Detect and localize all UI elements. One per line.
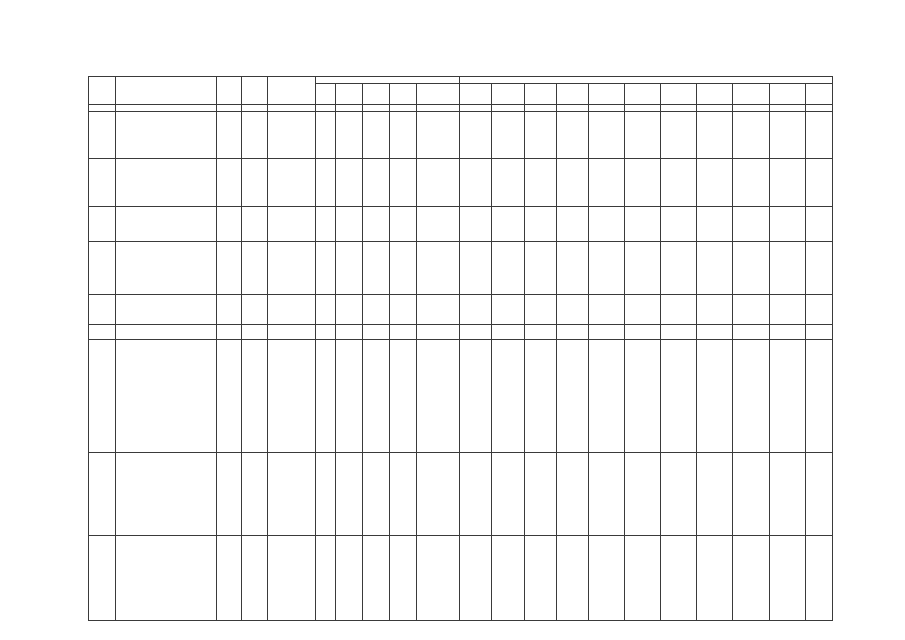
unit-cell [217,295,242,325]
value-cell [733,242,769,295]
coefficient-cell [242,112,268,159]
header-year-1 [460,84,492,105]
header-values-group [460,77,833,84]
value-cell [624,112,660,159]
header-year-8 [697,84,733,105]
code-cell [416,325,459,340]
indicator-name-cell [115,159,216,207]
value-cell [661,242,697,295]
code-cell [315,536,336,621]
indicator-name-cell [115,536,216,621]
value-cell [524,159,556,207]
value-cell [661,340,697,453]
code-cell [390,159,417,207]
value-cell [524,340,556,453]
value-cell [769,453,805,536]
indicator-name-cell [115,453,216,536]
value-cell [697,453,733,536]
header-goal-col-2 [336,84,363,105]
column-number [390,105,417,112]
value-cell [524,325,556,340]
column-number [556,105,588,112]
value-cell [624,242,660,295]
coefficient-cell [242,325,268,340]
value-cell [556,340,588,453]
header-year-2 [492,84,524,105]
unit-cell [217,340,242,453]
value-cell [556,295,588,325]
column-number [115,105,216,112]
coefficient-cell [242,295,268,325]
value-cell [524,112,556,159]
code-cell [390,207,417,242]
method-cell [267,536,315,621]
value-cell [460,325,492,340]
value-cell [460,112,492,159]
table-row [89,207,833,242]
header-goal-col-4 [390,84,417,105]
value-cell [492,112,524,159]
row-number-cell [89,536,116,621]
code-cell [336,453,363,536]
indicator-name-cell [115,325,216,340]
indicator-name-cell [115,207,216,242]
value-cell [769,159,805,207]
value-cell [661,159,697,207]
row-number-cell [89,112,116,159]
row-number-cell [89,325,116,340]
column-number [267,105,315,112]
value-cell [697,207,733,242]
column-number [697,105,733,112]
value-cell [661,112,697,159]
method-cell [267,295,315,325]
page-number [478,22,498,32]
code-cell [363,207,390,242]
value-cell [492,207,524,242]
row-number-cell [89,159,116,207]
method-cell [267,340,315,453]
value-cell [492,242,524,295]
header-goal-col-1 [315,84,336,105]
header-coefficient [242,77,268,105]
header-no [89,77,116,105]
code-cell [416,340,459,453]
code-cell [336,159,363,207]
code-cell [336,242,363,295]
value-cell [769,112,805,159]
code-cell [390,536,417,621]
column-number [336,105,363,112]
value-cell [733,325,769,340]
value-cell [588,295,624,325]
column-number [492,105,524,112]
code-cell [390,340,417,453]
indicator-name-cell [115,340,216,453]
table-row [89,536,833,621]
header-unit [217,77,242,105]
coefficient-cell [242,340,268,453]
header-year-6 [624,84,660,105]
code-cell [416,295,459,325]
column-number [588,105,624,112]
header-year-4 [556,84,588,105]
value-cell [588,207,624,242]
value-cell [624,159,660,207]
value-cell [805,453,832,536]
code-cell [315,453,336,536]
code-cell [336,295,363,325]
unit-cell [217,242,242,295]
code-cell [416,453,459,536]
table-row [89,159,833,207]
column-number [363,105,390,112]
value-cell [588,112,624,159]
value-cell [624,207,660,242]
value-cell [492,325,524,340]
code-cell [336,340,363,453]
header-goal-col-3 [363,84,390,105]
code-cell [390,325,417,340]
column-number [769,105,805,112]
code-cell [336,325,363,340]
coefficient-cell [242,207,268,242]
value-cell [556,242,588,295]
value-cell [805,159,832,207]
code-cell [416,242,459,295]
header-year-3 [524,84,556,105]
code-cell [363,159,390,207]
table-row [89,295,833,325]
value-cell [661,325,697,340]
indicator-name-cell [115,112,216,159]
header-method [267,77,315,105]
value-cell [733,340,769,453]
value-cell [697,159,733,207]
value-cell [556,159,588,207]
column-number [217,105,242,112]
value-cell [805,112,832,159]
method-cell [267,112,315,159]
value-cell [556,207,588,242]
value-cell [588,536,624,621]
unit-cell [217,325,242,340]
value-cell [733,112,769,159]
code-cell [315,295,336,325]
code-cell [363,242,390,295]
table-row [89,242,833,295]
value-cell [697,536,733,621]
value-cell [492,536,524,621]
value-cell [460,242,492,295]
column-number [460,105,492,112]
value-cell [697,295,733,325]
header-goal-col-5 [416,84,459,105]
method-cell [267,159,315,207]
unit-cell [217,536,242,621]
table-body [89,112,833,621]
code-cell [390,295,417,325]
value-cell [624,453,660,536]
indicator-name-cell [115,295,216,325]
code-cell [363,295,390,325]
value-cell [769,325,805,340]
value-cell [805,242,832,295]
value-cell [661,536,697,621]
code-cell [363,340,390,453]
value-cell [588,453,624,536]
code-cell [363,325,390,340]
code-cell [363,453,390,536]
value-cell [661,295,697,325]
value-cell [556,325,588,340]
code-cell [390,112,417,159]
code-cell [336,536,363,621]
code-cell [336,207,363,242]
table-row [89,340,833,453]
value-cell [460,453,492,536]
value-cell [769,536,805,621]
code-cell [416,159,459,207]
code-cell [315,325,336,340]
method-cell [267,453,315,536]
code-cell [336,112,363,159]
column-numbers-row [89,105,833,112]
code-cell [416,207,459,242]
table-row [89,112,833,159]
header-year-9 [733,84,769,105]
value-cell [588,242,624,295]
code-cell [390,242,417,295]
value-cell [460,207,492,242]
value-cell [588,340,624,453]
value-cell [460,295,492,325]
column-number [416,105,459,112]
value-cell [697,325,733,340]
value-cell [492,340,524,453]
value-cell [733,159,769,207]
code-cell [315,242,336,295]
header-year-5 [588,84,624,105]
indicators-table [88,76,833,621]
value-cell [492,159,524,207]
value-cell [697,340,733,453]
table-row [89,453,833,536]
value-cell [624,325,660,340]
column-number [524,105,556,112]
value-cell [460,340,492,453]
column-number [733,105,769,112]
coefficient-cell [242,536,268,621]
value-cell [556,112,588,159]
value-cell [460,536,492,621]
value-cell [661,453,697,536]
code-cell [390,453,417,536]
row-number-cell [89,207,116,242]
indicator-name-cell [115,242,216,295]
code-cell [363,536,390,621]
coefficient-cell [242,242,268,295]
column-number [624,105,660,112]
column-number [315,105,336,112]
value-cell [624,340,660,453]
value-cell [805,295,832,325]
value-cell [769,340,805,453]
header-indicator-name [115,77,216,105]
header-goal-group [315,77,460,84]
value-cell [769,207,805,242]
value-cell [661,207,697,242]
row-number-cell [89,295,116,325]
value-cell [624,295,660,325]
value-cell [524,453,556,536]
value-cell [524,242,556,295]
value-cell [805,536,832,621]
value-cell [697,242,733,295]
value-cell [805,340,832,453]
code-cell [315,207,336,242]
value-cell [492,295,524,325]
value-cell [733,295,769,325]
value-cell [805,207,832,242]
column-number [805,105,832,112]
value-cell [697,112,733,159]
method-cell [267,207,315,242]
value-cell [524,207,556,242]
value-cell [769,295,805,325]
value-cell [588,325,624,340]
row-number-cell [89,242,116,295]
value-cell [769,242,805,295]
unit-cell [217,159,242,207]
row-number-cell [89,453,116,536]
row-number-cell [89,340,116,453]
code-cell [416,112,459,159]
value-cell [733,453,769,536]
unit-cell [217,112,242,159]
code-cell [315,159,336,207]
value-cell [588,159,624,207]
header-year-10 [769,84,805,105]
table-row [89,325,833,340]
code-cell [315,112,336,159]
header-year-7 [661,84,697,105]
value-cell [492,453,524,536]
value-cell [524,295,556,325]
coefficient-cell [242,159,268,207]
unit-cell [217,453,242,536]
value-cell [524,536,556,621]
column-number [89,105,116,112]
value-cell [733,536,769,621]
column-number [661,105,697,112]
code-cell [363,112,390,159]
unit-cell [217,207,242,242]
header-year-11 [805,84,832,105]
value-cell [733,207,769,242]
column-number [242,105,268,112]
value-cell [624,536,660,621]
code-cell [315,340,336,453]
method-cell [267,242,315,295]
coefficient-cell [242,453,268,536]
value-cell [556,453,588,536]
value-cell [460,159,492,207]
code-cell [416,536,459,621]
value-cell [556,536,588,621]
method-cell [267,325,315,340]
value-cell [805,325,832,340]
